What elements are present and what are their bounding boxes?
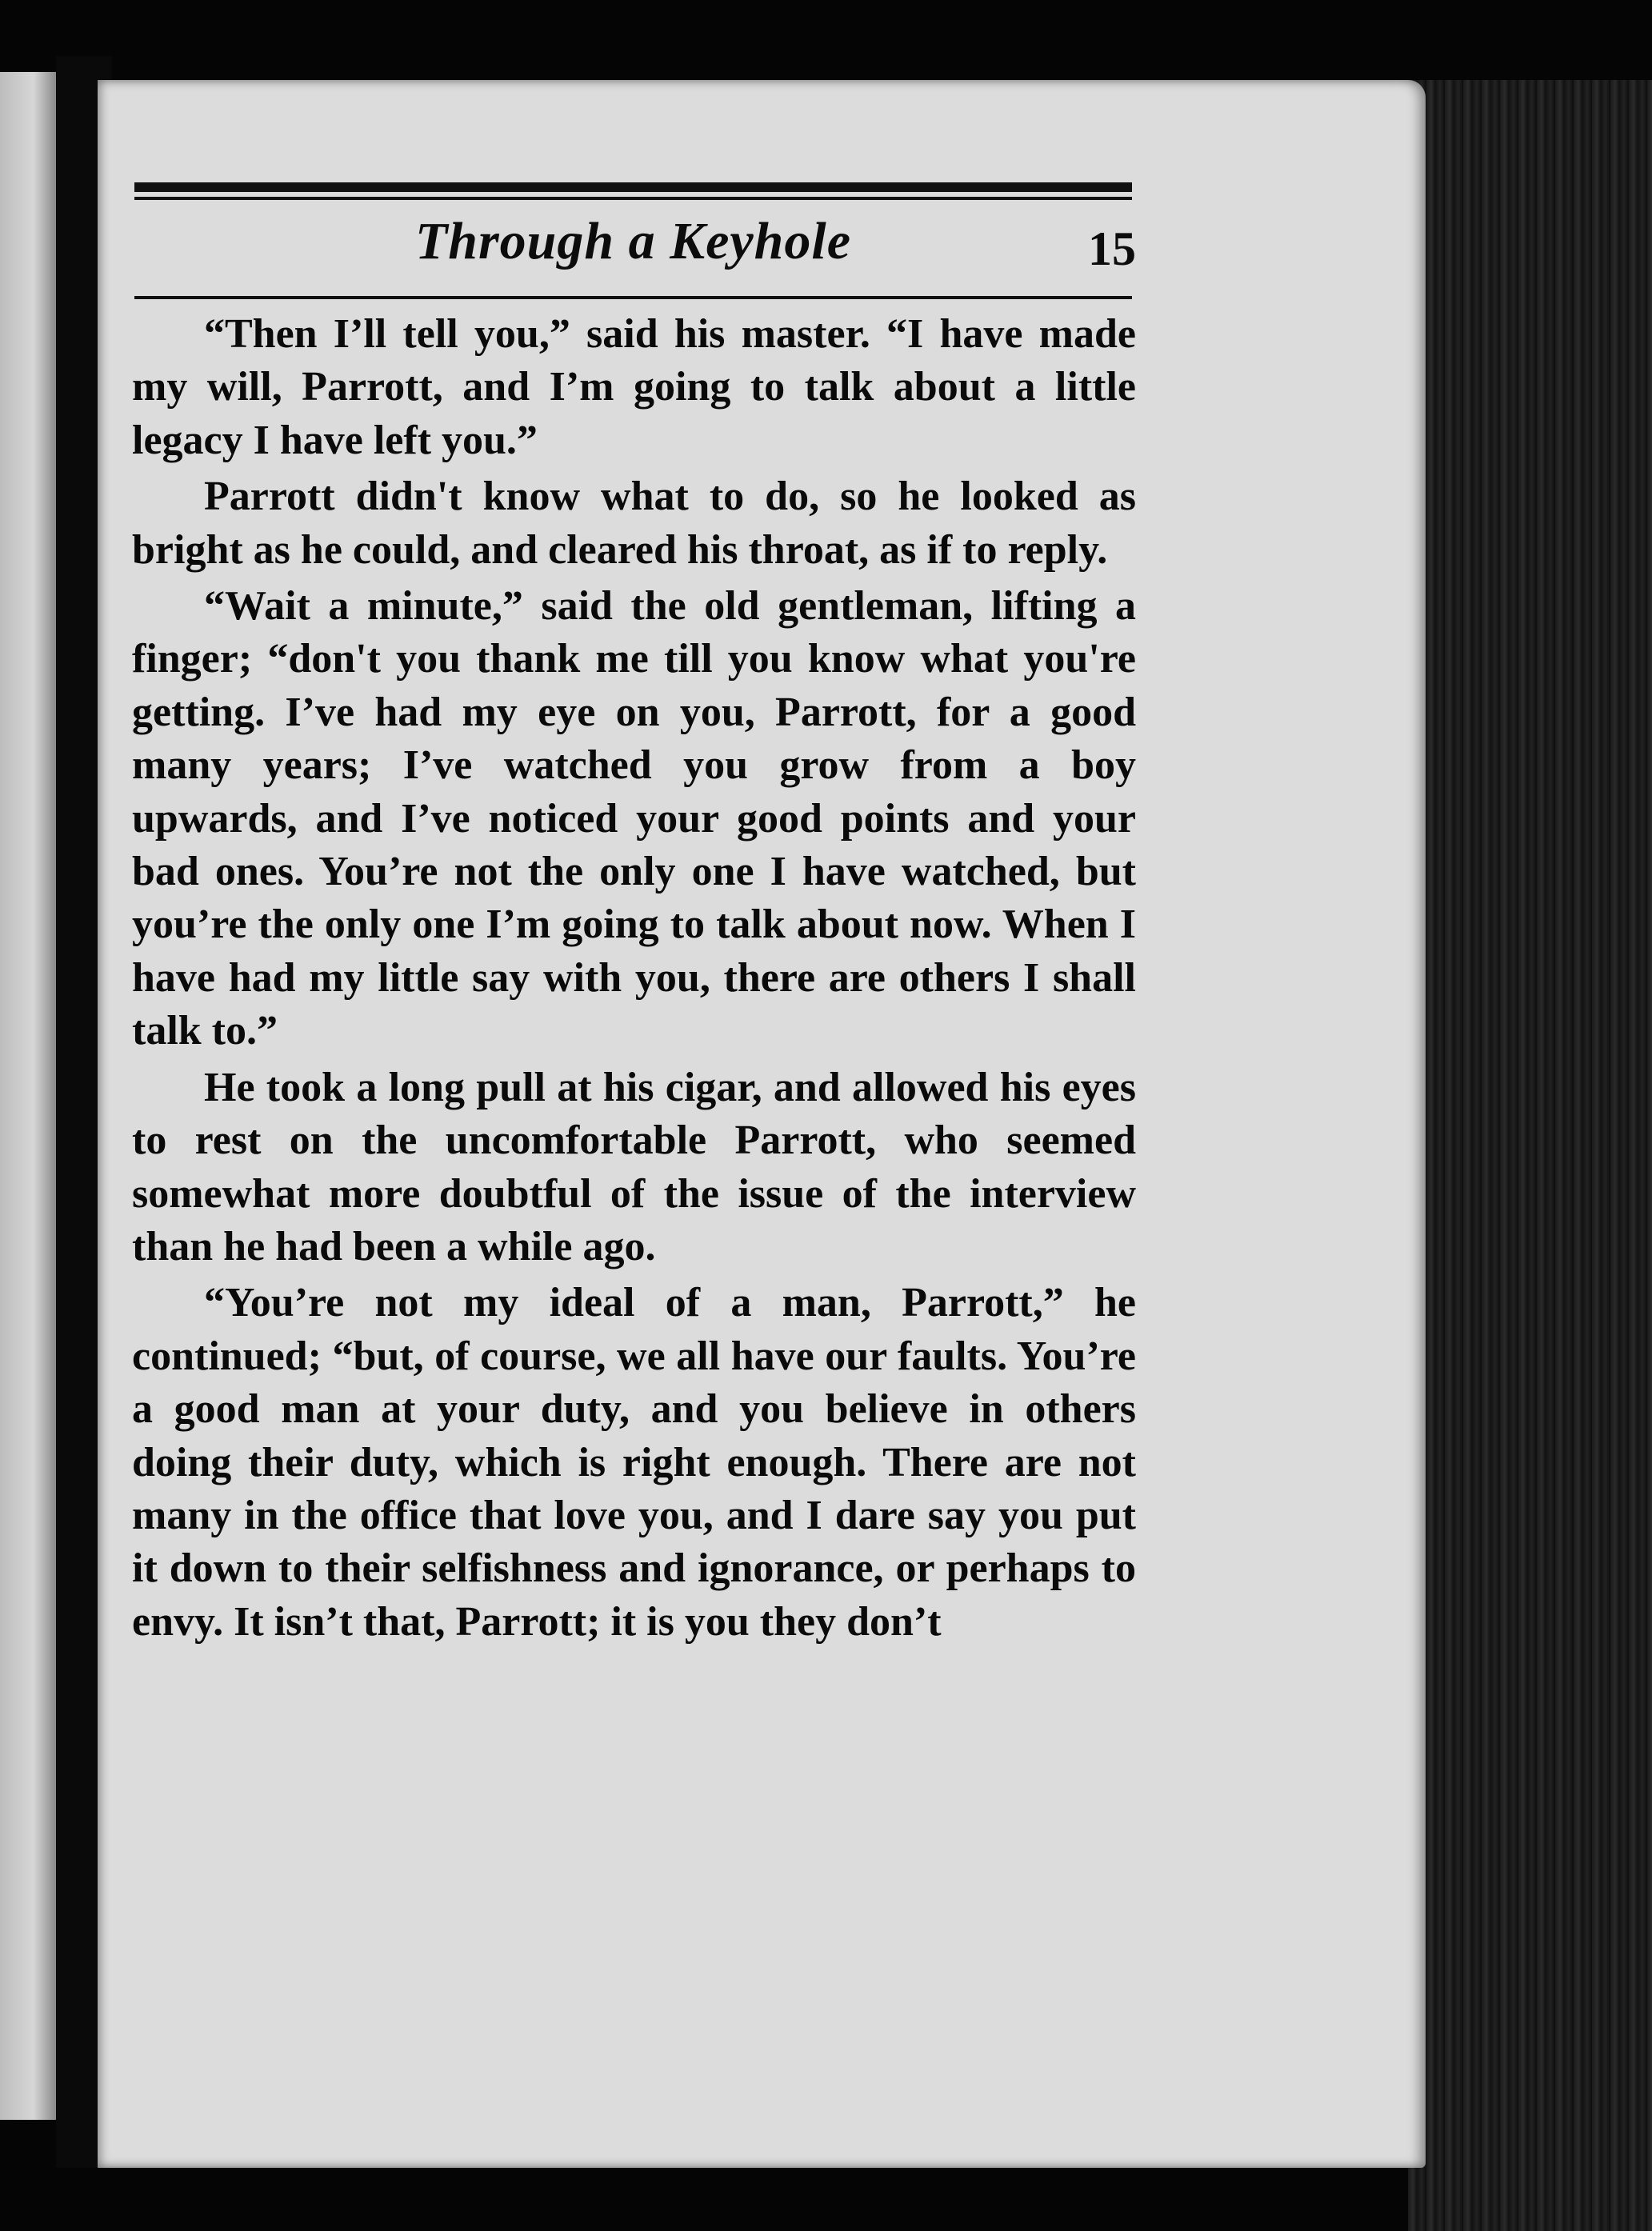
paragraph: He took a long pull at his cigar, and allowed his eyes to rest on the uncomfortable Parrott, who seemed somewhat more doubtful of the issue of the interview than he had been a while ago. — [132, 1064, 1136, 1269]
page-block-edges — [1408, 80, 1652, 2231]
body-text — [132, 308, 1136, 1649]
paragraph: “Then I’ll tell you,” said his master. “I have made my will, Parrott, and I’m going to talk about a little legacy I have left you.” — [132, 311, 1136, 463]
header-rule-under — [134, 296, 1132, 299]
page-number: 15 — [1088, 222, 1136, 275]
facing-page-edge — [0, 72, 56, 2120]
paragraph: Parrott didn't know what to do, so he looked as bright as he could, and cleared his throat, as if to reply. — [132, 474, 1136, 573]
header-rule-thick — [134, 182, 1132, 192]
paragraph: “Wait a minute,” said the old gentleman, lifting a finger; “don't you thank me till you know what you're getting. I’ve had my eye on you, Parrott, for a good many years; I’ve watched you grow from a boy upwards, and I’ve noticed your good points and your bad ones. You’re not the only one I have watched, but you’re the only one I’m going to talk about now. When I have had my little say with you, there are others I shall talk to.” — [132, 583, 1136, 1054]
header-rule-thin — [134, 197, 1132, 200]
running-title: Through a Keyhole — [414, 212, 852, 270]
paragraph: “You’re not my ideal of a man, Parrott,” he continued; “but, of course, we all have our faults. You’re a good man at your duty, and you believe in others doing their duty, which is right enough. There are not many in the office that love you, and I dare say you put it down to their selfishness and ignorance, or perhaps to envy. It isn’t that, Parrott; it is you they don’t — [132, 1280, 1136, 1645]
